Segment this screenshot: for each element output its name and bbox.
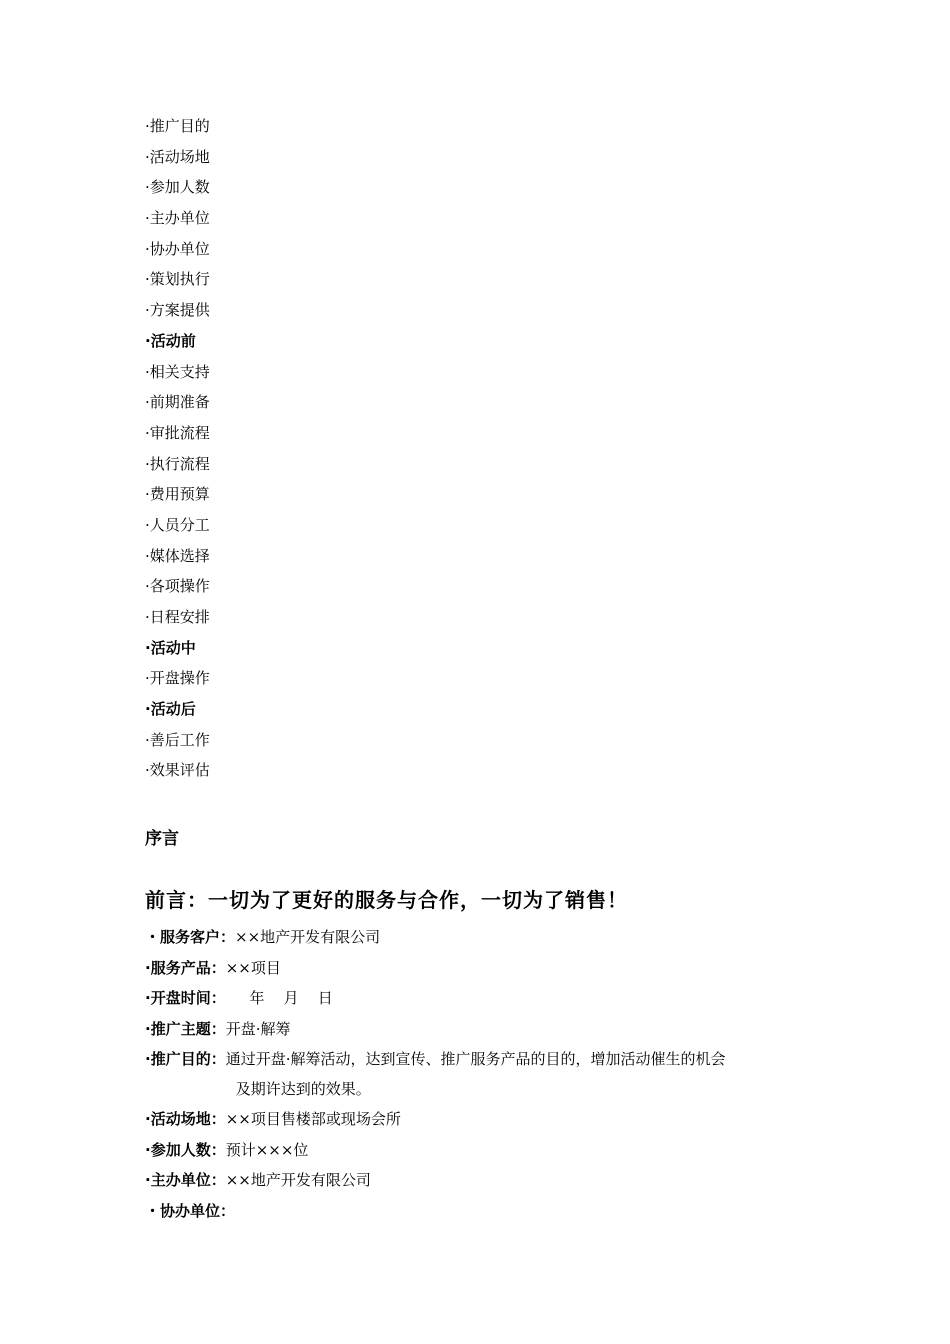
field-value: ××项目售楼部或现场会所 — [225, 1110, 401, 1128]
toc-item: ·相关支持 — [145, 362, 210, 381]
field-opening-time — [145, 983, 825, 1014]
field-cohost — [145, 1196, 825, 1227]
field-product — [145, 953, 825, 984]
toc-item: ·审批流程 — [145, 423, 210, 442]
field-label: ·开盘时间： — [145, 989, 226, 1007]
toc-section-heading: ·活动中 — [145, 638, 196, 657]
field-value: ××项目 — [225, 958, 281, 977]
toc-item: ·主办单位 — [145, 209, 210, 228]
field-label: ·参加人数： — [145, 1140, 226, 1159]
field-label: ・服务客户： — [145, 928, 236, 946]
toc-item: ·参加人数 — [145, 178, 210, 197]
field-label: ・协办单位： — [145, 1201, 236, 1220]
toc-item: ·方案提供 — [145, 301, 210, 320]
toc-item: ·善后工作 — [145, 730, 210, 749]
toc-section-heading: ·活动前 — [145, 331, 196, 350]
field-label: ·活动场地： — [145, 1110, 226, 1128]
field-label: ·主办单位： — [145, 1171, 226, 1189]
field-client — [145, 922, 825, 953]
toc-item: ·执行流程 — [145, 454, 210, 473]
info-fields — [145, 922, 825, 1226]
toc-item: ·媒体选择 — [145, 546, 210, 565]
field-label: ·服务产品： — [145, 958, 226, 977]
toc-item: ·协办单位 — [145, 239, 210, 258]
toc-item: ·日程安排 — [145, 608, 210, 626]
field-venue — [145, 1104, 825, 1135]
field-value: ××地产开发有限公司 — [225, 1171, 371, 1189]
field-value: ××地产开发有限公司 — [235, 928, 381, 946]
table-of-contents — [145, 114, 210, 789]
field-attendees — [145, 1135, 825, 1166]
preface-title: 序言 — [145, 829, 179, 849]
field-label: ·推广主题： — [145, 1019, 226, 1038]
toc-item: ·各项操作 — [145, 577, 210, 596]
field-value-line1: 通过开盘·解筹活动，达到宣传、推广服务产品的目的，增加活动催生的机会 — [225, 1050, 726, 1068]
toc-item: ·开盘操作 — [145, 669, 210, 688]
field-label: ·推广目的： — [145, 1050, 226, 1068]
field-value-line2: 及期许达到的效果。 — [235, 1080, 371, 1098]
field-theme — [145, 1014, 825, 1045]
field-value: 预计×××位 — [225, 1140, 309, 1159]
foreword-heading: 前言：一切为了更好的服务与合作，一切为了销售！ — [145, 888, 628, 912]
field-value — [226, 1044, 726, 1104]
toc-item: ·人员分工 — [145, 515, 210, 534]
toc-item: ·费用预算 — [145, 485, 210, 504]
toc-item: ·推广目的 — [145, 117, 210, 135]
toc-item: ·前期准备 — [145, 393, 210, 412]
field-host — [145, 1165, 825, 1196]
toc-section-heading: ·活动后 — [145, 700, 196, 719]
toc-item: ·活动场地 — [145, 147, 210, 166]
field-value: 开盘·解筹 — [225, 1019, 291, 1038]
field-value: 年 月 日 — [225, 989, 333, 1007]
toc-item: ·效果评估 — [145, 761, 210, 780]
field-purpose — [145, 1044, 825, 1104]
toc-item: ·策划执行 — [145, 270, 210, 289]
